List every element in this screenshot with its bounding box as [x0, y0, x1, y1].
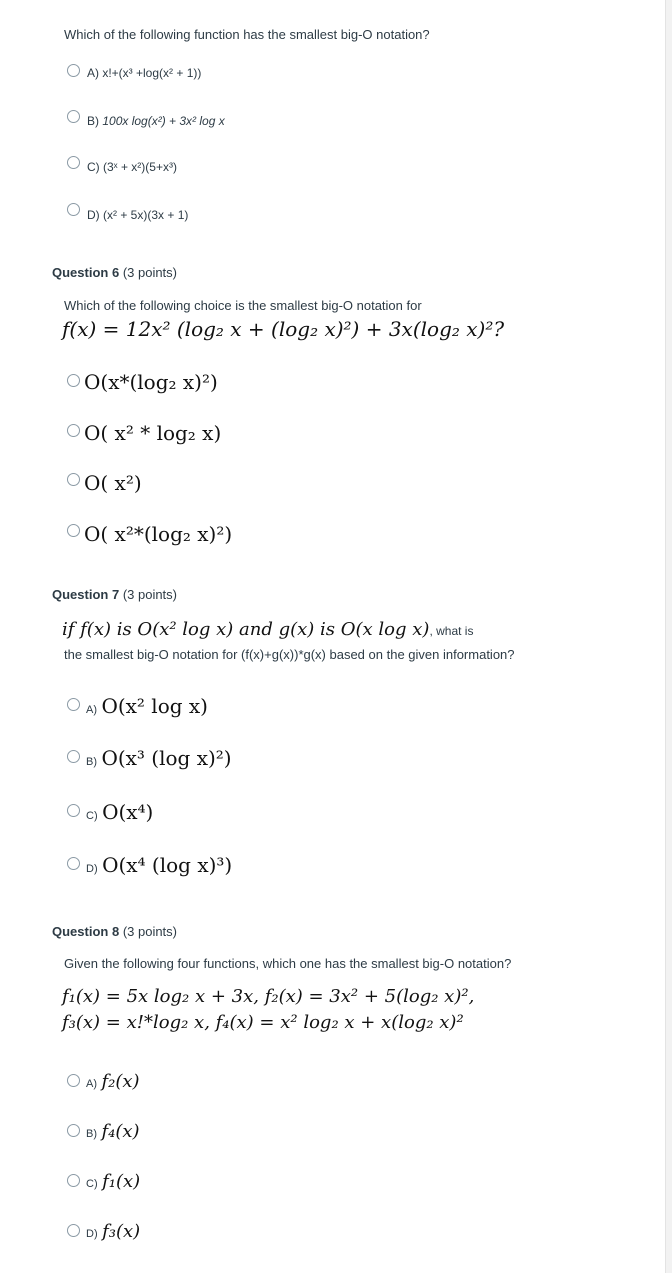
- q5-option-a-text: x!+(x³ +log(x² + 1)): [102, 66, 202, 80]
- q5-option-c-text: (3ˣ + x²)(5+x³): [103, 160, 177, 174]
- q8-option-a[interactable]: [86, 1071, 140, 1092]
- q8-option-b-radio[interactable]: [67, 1124, 80, 1137]
- q8-option-d-text: f₃(x): [102, 1221, 141, 1242]
- q5-option-b-radio[interactable]: [67, 110, 80, 123]
- q7-option-b[interactable]: [86, 746, 232, 770]
- q5-option-a-radio[interactable]: [67, 64, 80, 77]
- q8-option-d[interactable]: [86, 1221, 140, 1242]
- q7-option-d-radio[interactable]: [67, 857, 80, 870]
- q8-header: [52, 924, 177, 939]
- q7-option-b-text: O(x³ (log x)²): [101, 746, 232, 770]
- q5-option-c[interactable]: [87, 160, 177, 174]
- q7-option-a-text: O(x² log x): [101, 694, 208, 718]
- q8-label: Question 8: [52, 924, 120, 939]
- q8-option-c[interactable]: [86, 1171, 140, 1192]
- q6-option-2-radio[interactable]: [67, 424, 80, 437]
- q7-option-a[interactable]: [86, 694, 208, 718]
- q7-option-b-radio[interactable]: [67, 750, 80, 763]
- q7-option-c-letter: C): [86, 810, 98, 822]
- q8-points: (3 points): [122, 924, 178, 939]
- q6-option-1[interactable]: O(x*(log₂ x)²): [84, 370, 218, 394]
- q8-option-a-letter: A): [86, 1078, 97, 1090]
- q5-option-d-letter: D): [87, 208, 100, 222]
- q6-label: Question 6: [52, 265, 120, 280]
- q7-option-a-radio[interactable]: [67, 698, 80, 711]
- q8-option-c-text: f₁(x): [102, 1171, 141, 1192]
- q7-option-b-letter: B): [86, 756, 97, 768]
- q5-option-d[interactable]: [87, 208, 188, 222]
- q8-option-c-letter: C): [86, 1178, 98, 1190]
- q8-option-a-radio[interactable]: [67, 1074, 80, 1087]
- q6-formula: f(x) = 12x² (log₂ x + (log₂ x)²) + 3x(log₂ x)²?: [62, 317, 505, 341]
- q8-option-a-text: f₂(x): [101, 1071, 140, 1092]
- q8-option-d-letter: D): [86, 1228, 98, 1240]
- q7-points: (3 points): [122, 587, 178, 602]
- q5-option-b[interactable]: [87, 114, 225, 128]
- q5-option-a-letter: A): [87, 66, 99, 80]
- q5-option-b-text: 100x log(x²) + 3x² log x: [102, 114, 225, 128]
- q7-prompt-tail: , what is: [429, 624, 474, 638]
- q7-label: Question 7: [52, 587, 120, 602]
- q7-option-c[interactable]: [86, 800, 153, 824]
- q8-prompt: Given the following four functions, which one has the smallest big-O notation?: [64, 956, 512, 971]
- q6-option-2[interactable]: O( x² * log₂ x): [84, 421, 222, 445]
- q7-option-d[interactable]: [86, 853, 232, 877]
- q6-option-1-radio[interactable]: [67, 374, 80, 387]
- q7-formula: if f(x) is O(x² log x) and g(x) is O(x log x): [62, 619, 430, 640]
- q6-prompt: Which of the following choice is the smallest big-O notation for: [64, 298, 422, 313]
- page-scrollbar[interactable]: [665, 0, 672, 1273]
- q6-option-3-radio[interactable]: [67, 473, 80, 486]
- q5-option-d-text: (x² + 5x)(3x + 1): [103, 208, 189, 222]
- q8-formula-line2: f₃(x) = x!*log₂ x, f₄(x) = x² log₂ x + x(log₂ x)²: [62, 1012, 464, 1033]
- q8-option-b-text: f₄(x): [101, 1121, 140, 1142]
- q6-header: [52, 265, 177, 280]
- q5-option-b-letter: B): [87, 114, 99, 128]
- q8-option-b-letter: B): [86, 1128, 97, 1140]
- q7-prompt-line2: the smallest big-O notation for (f(x)+g(x))*g(x) based on the given information?: [64, 647, 515, 662]
- q7-option-a-letter: A): [86, 704, 97, 716]
- q7-option-d-letter: D): [86, 863, 98, 875]
- q7-option-d-text: O(x⁴ (log x)³): [102, 853, 233, 877]
- q6-option-4-radio[interactable]: [67, 524, 80, 537]
- q8-option-d-radio[interactable]: [67, 1224, 80, 1237]
- q6-points: (3 points): [122, 265, 178, 280]
- q5-option-a[interactable]: [87, 66, 201, 80]
- q5-prompt: Which of the following function has the smallest big-O notation?: [64, 27, 430, 42]
- q5-option-c-radio[interactable]: [67, 156, 80, 169]
- q7-option-c-radio[interactable]: [67, 804, 80, 817]
- q5-option-c-letter: C): [87, 160, 100, 174]
- q7-prompt: [62, 619, 473, 640]
- q8-formula-line1: f₁(x) = 5x log₂ x + 3x, f₂(x) = 3x² + 5(log₂ x)²,: [62, 986, 475, 1007]
- q8-option-c-radio[interactable]: [67, 1174, 80, 1187]
- q6-option-3[interactable]: O( x²): [84, 471, 142, 495]
- q8-option-b[interactable]: [86, 1121, 140, 1142]
- q7-option-c-text: O(x⁴): [102, 800, 154, 824]
- q7-header: [52, 587, 177, 602]
- q6-option-4[interactable]: O( x²*(log₂ x)²): [84, 522, 233, 546]
- q5-option-d-radio[interactable]: [67, 203, 80, 216]
